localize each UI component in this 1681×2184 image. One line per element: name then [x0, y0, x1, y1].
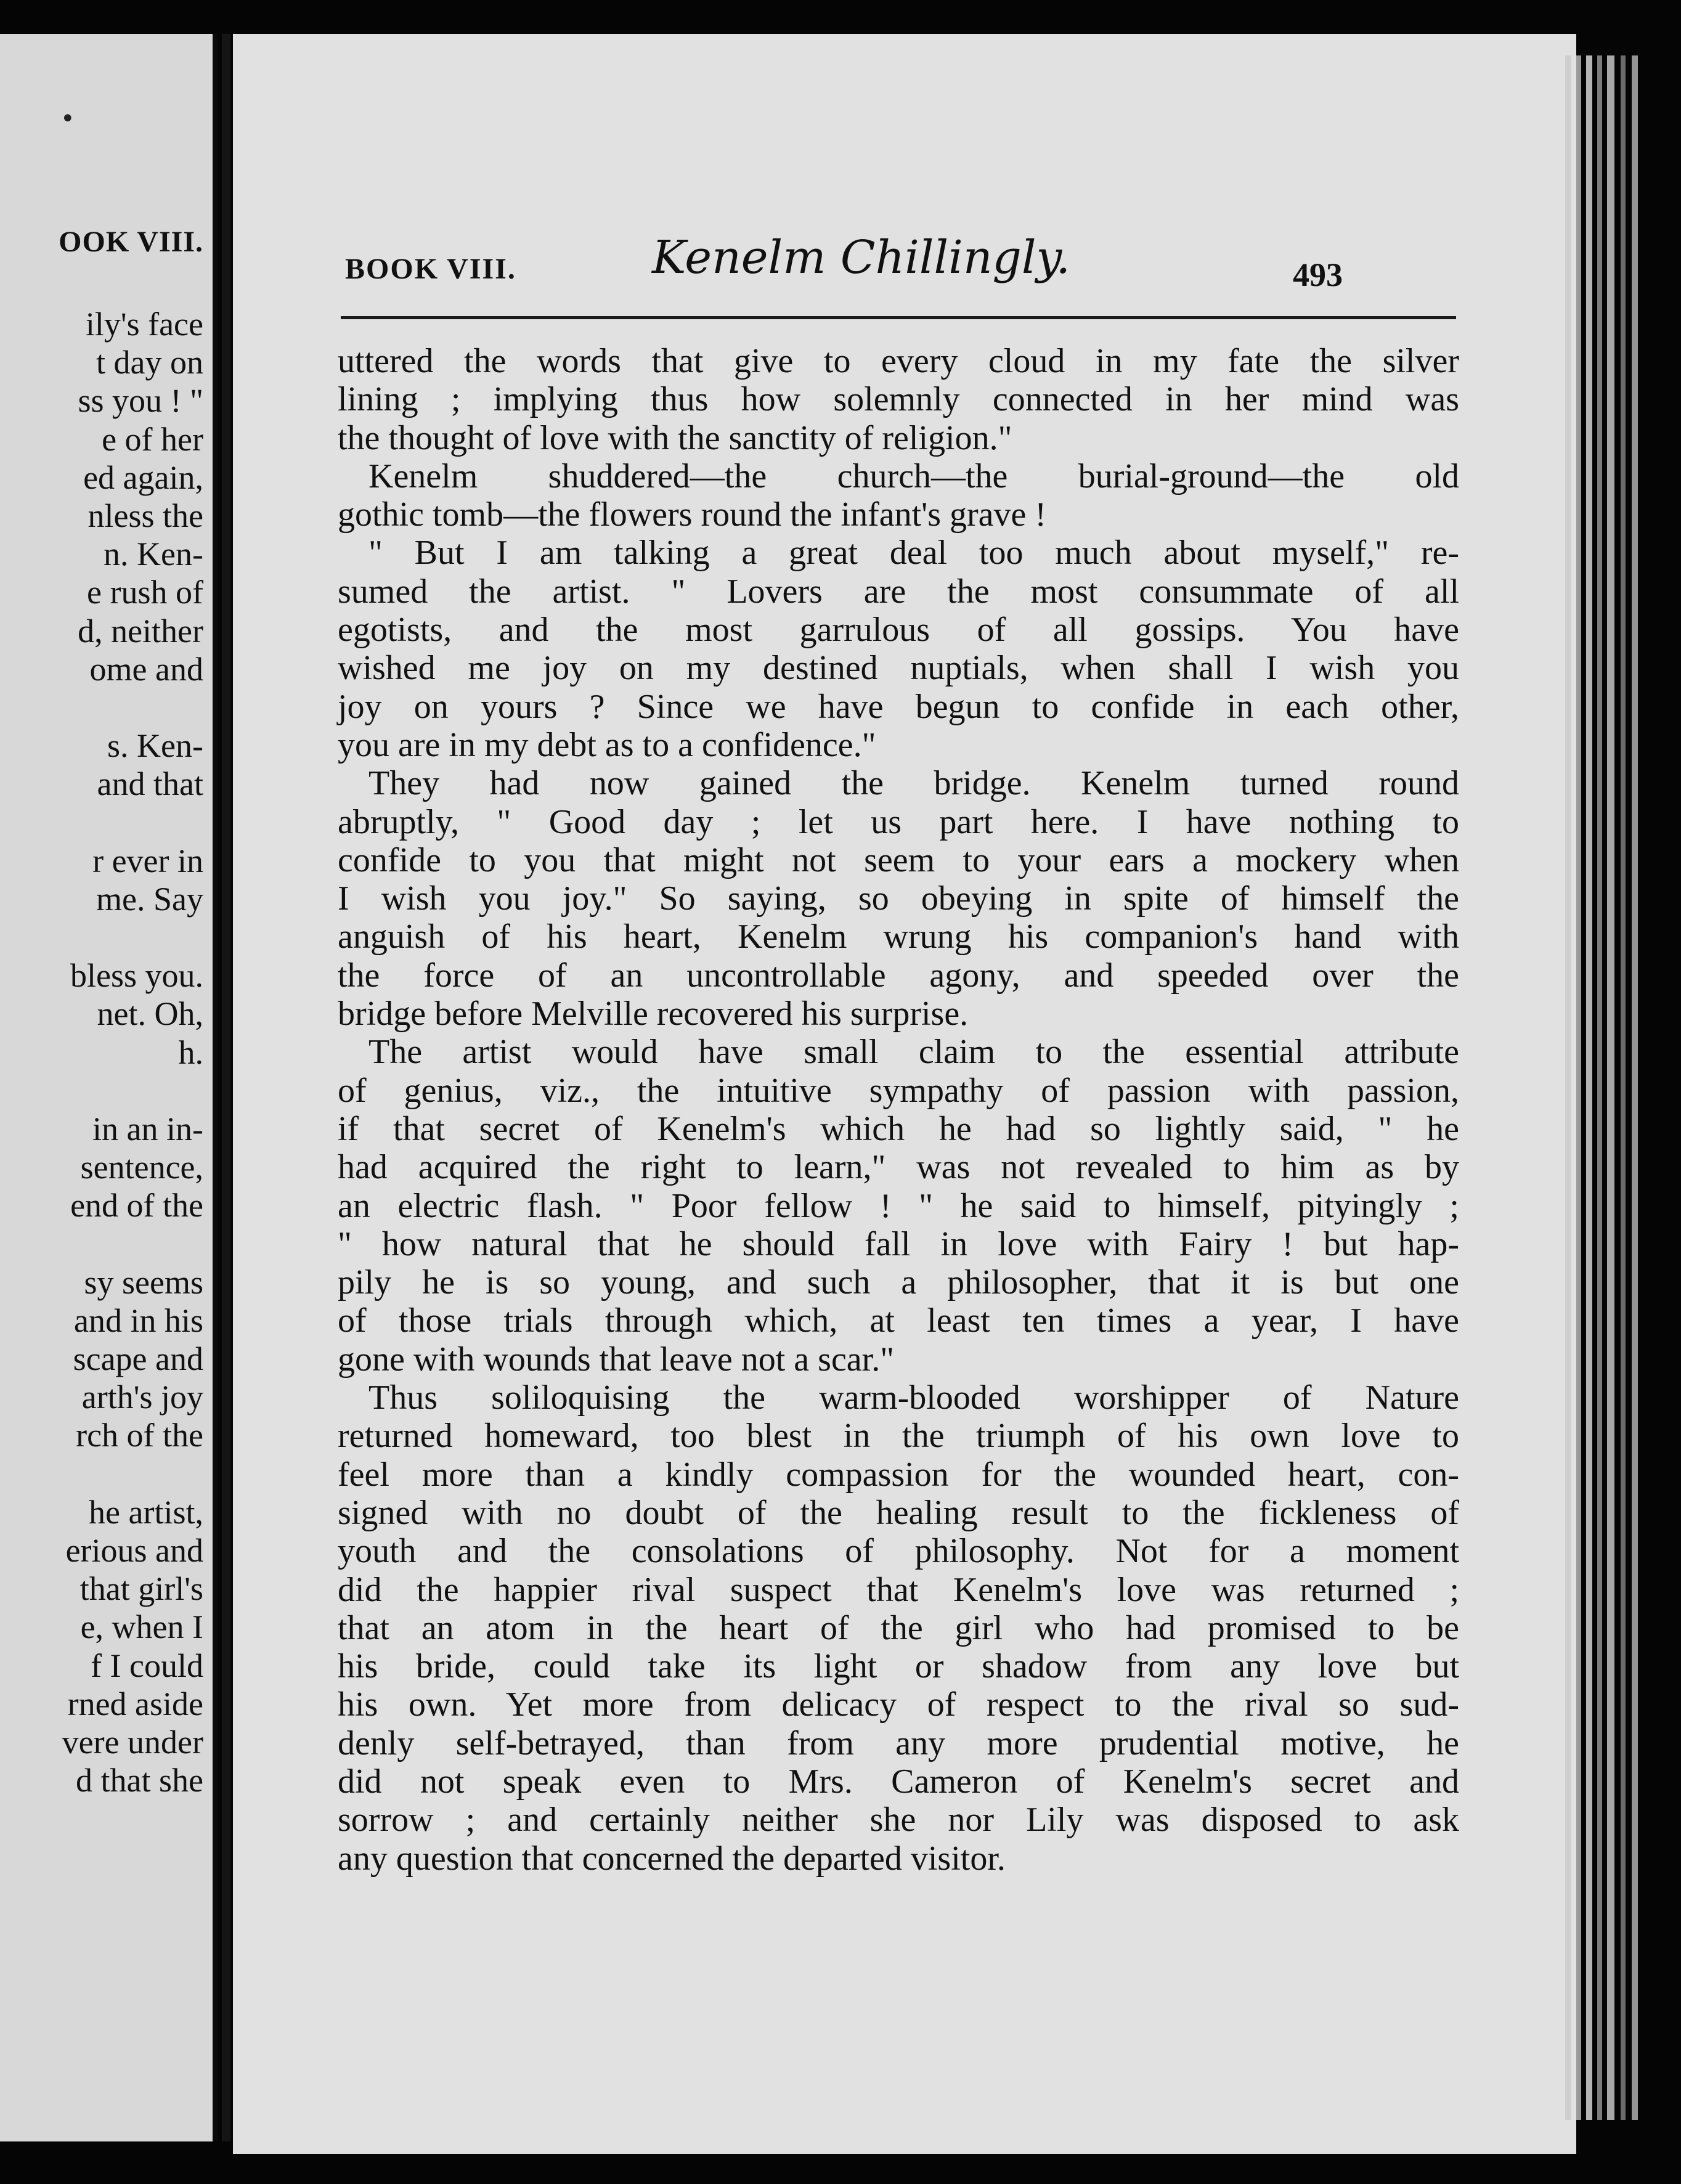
text-line: I wish you joy." So saying, so obeying in spite of himself the	[338, 879, 1459, 918]
left-text-line	[0, 1225, 203, 1263]
running-head-book: BOOK VIII.	[345, 253, 516, 285]
text-line: egotists, and the most garrulous of all gossips. You have	[338, 611, 1459, 650]
text-line: you are in my debt as to a confidence."	[338, 725, 876, 764]
text-line: uttered the words that give to every cloud in my fate the silver	[338, 342, 1459, 380]
left-text-line: net. Oh,	[97, 995, 203, 1033]
text-line: wished me joy on my destined nuptials, when shall I wish you	[338, 649, 1459, 688]
text-line: anguish of his heart, Kenelm wrung his companion's hand with	[338, 918, 1459, 956]
left-text-line: h.	[178, 1033, 203, 1071]
text-line: The artist would have small claim to the essential attribute	[368, 1033, 1459, 1072]
text-line: abruptly, " Good day ; let us part here. I have nothing to	[338, 802, 1459, 841]
page-edge	[1597, 55, 1602, 2120]
gutter-line	[213, 34, 218, 2141]
left-text-line: f I could	[91, 1647, 203, 1684]
text-line: " how natural that he should fall in love with Fairy ! but hap-	[338, 1224, 1459, 1263]
text-line: sorrow ; and certainly neither she nor Lily was disposed to ask	[338, 1801, 1459, 1840]
left-text-line: arth's joy	[81, 1379, 203, 1416]
left-text-line: e of her	[102, 420, 203, 458]
left-text-line: ome and	[89, 650, 203, 688]
page-edges	[1565, 55, 1670, 2120]
text-line: bridge before Melville recovered his surprise.	[338, 995, 969, 1033]
text-line: confide to you that might not seem to your ears a mockery when	[338, 841, 1459, 879]
page-number: 493	[1293, 256, 1343, 293]
left-text-line	[0, 918, 203, 956]
left-text-line: bless you.	[70, 957, 203, 995]
left-text-line: that girl's	[79, 1570, 203, 1608]
text-line: They had now gained the bridge. Kenelm turned round	[368, 764, 1459, 803]
left-text-line: rned aside	[67, 1685, 203, 1722]
left-text-line	[0, 1455, 203, 1493]
text-line: sumed the artist. " Lovers are the most consummate of all	[338, 572, 1459, 611]
left-text-line: and that	[97, 765, 203, 803]
left-text-line: scape and	[73, 1340, 203, 1378]
left-page	[0, 34, 213, 2141]
left-text-line: d that she	[76, 1762, 203, 1799]
left-text-line: end of the	[70, 1187, 203, 1224]
left-text-line: ed again,	[83, 458, 203, 496]
text-line: denly self-betrayed, than from any more prudential motive, he	[338, 1724, 1459, 1762]
text-line: any question that concerned the departed visitor.	[338, 1839, 1006, 1878]
text-line: youth and the consolations of philosophy. Not for a moment	[338, 1532, 1459, 1571]
left-text-line: e, when I	[80, 1608, 203, 1646]
left-text-line: t day on	[96, 344, 203, 381]
text-line: did the happier rival suspect that Kenelm's love was returned ;	[338, 1570, 1459, 1609]
page-edge	[1632, 55, 1638, 2120]
text-line: an electric flash. " Poor fellow ! " he said to himself, pityingly ;	[338, 1186, 1459, 1225]
text-line: had acquired the right to learn," was not revealed to him as by	[338, 1148, 1459, 1187]
left-text-line: in an in-	[92, 1110, 203, 1147]
left-text-line: me. Say	[96, 880, 203, 918]
left-text-line: rch of the	[76, 1417, 203, 1454]
page-edge	[1607, 55, 1614, 2120]
text-line: signed with no doubt of the healing result to the fickleness of	[338, 1493, 1459, 1532]
page-edge	[1586, 55, 1592, 2120]
text-line: lining ; implying thus how solemnly connected in her mind was	[338, 380, 1459, 419]
text-line: the force of an uncontrollable agony, and speeded over the	[338, 956, 1459, 995]
text-line: gothic tomb—the flowers round the infant's grave !	[338, 495, 1047, 534]
left-text-line: nless the	[88, 497, 203, 534]
text-line: of those trials through which, at least ten times a year, I have	[338, 1302, 1459, 1340]
left-text-line: he artist,	[89, 1493, 203, 1531]
text-line: gone with wounds that leave not a scar."	[338, 1340, 895, 1379]
left-text-line: erious and	[65, 1532, 203, 1569]
left-text-line	[0, 803, 203, 841]
running-head	[233, 231, 1576, 305]
page-edge	[1565, 55, 1571, 2120]
left-running-head: OOK VIII.	[59, 226, 203, 258]
text-line: that an atom in the heart of the girl who had promised to be	[338, 1608, 1459, 1647]
header-rule	[341, 316, 1456, 319]
page-edge	[1621, 55, 1626, 2120]
left-text-line: vere under	[62, 1723, 203, 1761]
left-page-text	[0, 305, 203, 1799]
text-line: if that secret of Kenelm's which he had so lightly said, " he	[338, 1109, 1459, 1148]
text-line: pily he is so young, and such a philosopher, that it is but one	[338, 1263, 1459, 1302]
left-text-line: n. Ken-	[104, 536, 203, 573]
text-line: of genius, viz., the intuitive sympathy of passion with passion,	[338, 1071, 1459, 1110]
left-text-line: and in his	[74, 1302, 203, 1339]
text-line: did not speak even to Mrs. Cameron of Kenelm's secret and	[338, 1762, 1459, 1801]
text-line: his own. Yet more from delicacy of respect to the rival so sud-	[338, 1685, 1459, 1724]
text-line: joy on yours ? Since we have begun to confide in each other,	[338, 687, 1459, 726]
page-edge	[1576, 55, 1581, 2120]
right-page	[233, 34, 1576, 2154]
text-line: feel more than a kindly compassion for the wounded heart, con-	[338, 1455, 1459, 1494]
text-line: " But I am talking a great deal too much about myself," re-	[368, 534, 1459, 572]
left-text-line: sy seems	[84, 1263, 203, 1301]
body-text	[338, 342, 1459, 1878]
text-line: his bride, could take its light or shadow from any love but	[338, 1647, 1459, 1686]
running-head-title: Kenelm Chillingly.	[652, 231, 1071, 284]
left-text-line: r ever in	[92, 842, 203, 879]
left-text-line: e rush of	[87, 574, 203, 611]
left-text-line: sentence,	[80, 1149, 203, 1186]
text-line: Kenelm shuddered—the church—the burial-ground—the old	[368, 457, 1459, 495]
left-text-line: ss you ! "	[78, 382, 203, 420]
ornament-mark: •	[60, 105, 75, 133]
gutter-line	[222, 34, 230, 2141]
text-line: the thought of love with the sanctity of religion."	[338, 418, 1012, 457]
left-text-line: s. Ken-	[107, 727, 203, 765]
left-text-line: d, neither	[78, 612, 203, 650]
left-text-line	[0, 688, 203, 727]
text-line: Thus soliloquising the warm-blooded worshipper of Nature	[368, 1379, 1459, 1417]
left-text-line: ily's face	[85, 306, 203, 343]
left-text-line	[0, 1072, 203, 1110]
text-line: returned homeward, too blest in the triumph of his own love to	[338, 1417, 1459, 1456]
